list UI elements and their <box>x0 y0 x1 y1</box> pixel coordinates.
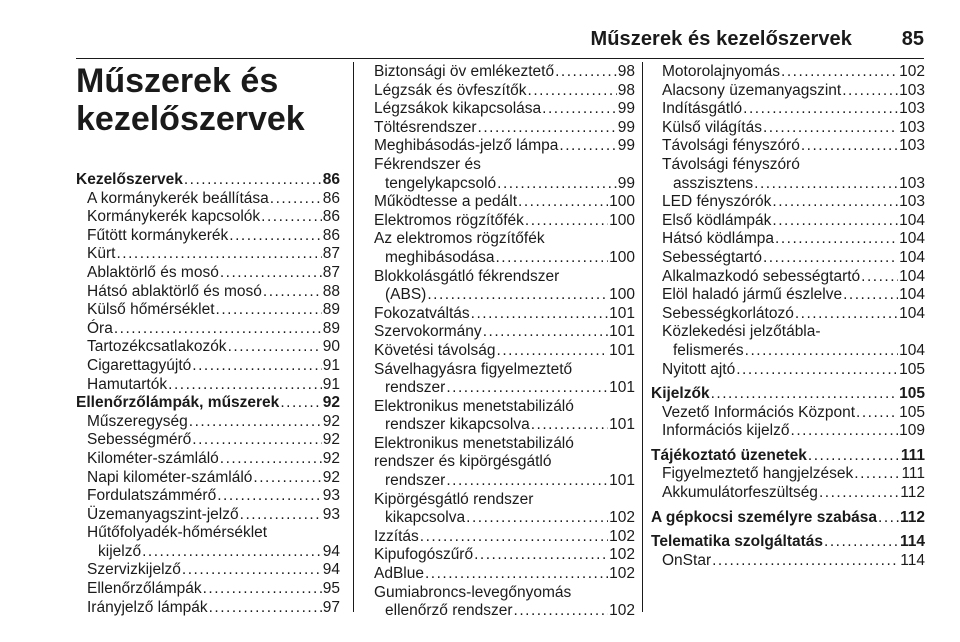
dot-leader <box>763 249 898 268</box>
toc-entry-title-line: rendszer és kipörgésgátló <box>374 453 552 471</box>
toc-entry-page: 86 <box>322 171 340 188</box>
toc-entry-title: Izzítás <box>374 527 419 545</box>
toc-entry[interactable] <box>363 230 635 267</box>
dot-leader <box>528 82 617 101</box>
toc-entry-title: Elöl haladó jármű észlelve <box>662 286 843 304</box>
toc-entry[interactable] <box>363 584 635 621</box>
toc-entry-page: 86 <box>322 208 340 226</box>
dot-leader <box>192 357 321 376</box>
toc-entry[interactable] <box>363 193 635 212</box>
toc-entry-page: 89 <box>322 301 340 319</box>
dot-leader <box>495 249 608 268</box>
toc-entry[interactable] <box>76 190 340 209</box>
dot-leader <box>217 487 322 506</box>
toc-entry-page: 104 <box>899 304 925 322</box>
toc-entry-title: Fordulatszámmérő <box>87 487 217 505</box>
dot-leader <box>772 212 898 231</box>
dot-leader <box>116 245 321 264</box>
toc-entry[interactable] <box>363 491 635 528</box>
toc-entry-title: Hátsó ködlámpa <box>662 230 775 248</box>
toc-entry-page: 103 <box>899 174 925 192</box>
toc-entry[interactable] <box>76 469 340 488</box>
toc-entry-title: Elektromos rögzítőfék <box>374 211 524 229</box>
toc-entry-title: Alkalmazkodó sebességtartó <box>662 267 861 285</box>
toc-section-entry[interactable] <box>651 385 925 404</box>
toc-entry-title: Töltésrendszer <box>374 118 477 136</box>
dot-leader <box>182 561 322 580</box>
dot-leader <box>514 602 609 621</box>
dot-leader <box>861 268 898 287</box>
toc-entry-title: A gépkocsi személyre szabása <box>651 508 878 526</box>
toc-entry-title: meghibásodása <box>385 248 495 266</box>
toc-entry-title: Napi kilométer-számláló <box>87 468 253 486</box>
toc-entry-title: Kormánykerék kapcsolók <box>87 208 261 226</box>
toc-entry[interactable] <box>651 286 925 305</box>
dot-leader <box>772 193 898 212</box>
dot-leader <box>824 533 899 552</box>
toc-entry-title: Alacsony üzemanyagszint <box>662 81 842 99</box>
dot-leader <box>420 528 608 547</box>
dot-leader <box>216 301 322 320</box>
toc-entry[interactable] <box>363 565 635 584</box>
dot-leader <box>220 264 322 283</box>
toc-entry[interactable] <box>76 487 340 506</box>
toc-entry-title: Meghibásodás-jelző lámpa <box>374 137 559 155</box>
toc-entry-title: Kipufogószűrő <box>374 546 474 564</box>
toc-entry[interactable] <box>76 227 340 246</box>
toc-entry[interactable] <box>76 283 340 302</box>
toc-entry-page: 94 <box>322 561 340 579</box>
running-title: Műszerek és kezelőszervek <box>590 28 852 50</box>
toc-entry-page: 114 <box>899 533 925 551</box>
toc-entry-title: Motorolajnyomás <box>662 63 781 80</box>
toc-entry-page: 101 <box>609 341 635 359</box>
dot-leader <box>842 82 898 101</box>
dot-leader <box>711 385 899 404</box>
dot-leader <box>192 431 321 450</box>
toc-entry-page: 99 <box>617 118 635 136</box>
toc-entry-title: Kijelzők <box>651 385 710 403</box>
toc-entry-page: 102 <box>899 63 925 80</box>
toc-entry-page: 92 <box>322 394 340 412</box>
toc-entry-title: Légzsákok kikapcsolása <box>374 100 542 118</box>
toc-entry-title: Indításgátló <box>662 100 743 118</box>
dot-leader <box>878 509 899 528</box>
toc-entry-title: Üzemanyagszint-jelző <box>87 505 239 523</box>
dot-leader <box>497 342 609 361</box>
toc-entry-title: felismerés <box>673 341 744 359</box>
toc-entry[interactable] <box>363 82 635 101</box>
toc-entry-page: 100 <box>609 193 635 211</box>
toc-entry[interactable] <box>651 82 925 101</box>
toc-entry[interactable] <box>363 323 635 342</box>
dot-leader <box>446 472 608 491</box>
toc-entry-title: Ellenőrzőlámpák, műszerek <box>76 394 280 412</box>
toc-entry-page: 104 <box>899 211 925 229</box>
toc-entry-title: Cigarettagyújtó <box>87 356 192 374</box>
toc-entry-title: ellenőrző rendszer <box>385 602 513 620</box>
dot-leader <box>203 580 322 599</box>
toc-entry-title: Sebességmérő <box>87 431 192 449</box>
dot-leader <box>525 212 608 231</box>
toc-entry[interactable] <box>651 422 925 441</box>
column-divider <box>353 62 354 612</box>
toc-entry-title-line: Gumiabroncs-levegőnyomás <box>374 583 572 601</box>
toc-entry-title: rendszer kikapcsolva <box>385 416 530 434</box>
toc-entry[interactable] <box>76 357 340 376</box>
toc-section-entry[interactable] <box>651 509 925 528</box>
dot-leader <box>168 376 322 395</box>
toc-entry-page: 103 <box>899 100 925 118</box>
toc-entry-page: 103 <box>899 81 925 99</box>
dot-leader <box>471 305 608 324</box>
toc-entry-title-line: Kipörgésgátló rendszer <box>374 490 534 508</box>
toc-entry-title: Sebességkorlátozó <box>662 304 794 322</box>
toc-entry[interactable] <box>363 100 635 119</box>
running-header <box>0 22 960 52</box>
toc-entry-page: 114 <box>900 551 925 569</box>
toc-entry-page: 92 <box>322 449 340 467</box>
dot-leader <box>189 413 322 432</box>
toc-entry[interactable] <box>651 137 925 156</box>
dot-leader <box>478 119 617 138</box>
toc-entry[interactable] <box>363 156 635 193</box>
dot-leader <box>263 283 322 302</box>
toc-entry-title: kikapcsolva <box>385 509 466 527</box>
toc-entry-page: 105 <box>899 360 925 378</box>
toc-entry-title: tengelykapcsoló <box>385 174 497 192</box>
chapter-title-line: Műszerek és <box>76 62 279 100</box>
toc-entry-page: 112 <box>900 484 925 502</box>
toc-entry-title: Fűtött kormánykerék <box>87 226 229 244</box>
toc-entry-title: Követési távolság <box>374 341 496 359</box>
toc-entry-title: OnStar <box>662 551 712 569</box>
toc-entry-page: 87 <box>322 245 340 263</box>
toc-entry-title: Nyitott ajtó <box>662 360 736 378</box>
toc-entry-title: Távolsági fényszóró <box>662 137 800 155</box>
toc-entry-title: Biztonsági öv emlékeztető <box>374 63 555 80</box>
toc-entry[interactable] <box>651 230 925 249</box>
toc-entry-title-line: Elektronikus menetstabilizáló <box>374 434 574 452</box>
toc-entry[interactable] <box>76 376 340 395</box>
toc-entry[interactable] <box>76 264 340 283</box>
toc-entry-page: 103 <box>899 193 925 211</box>
dot-leader <box>754 175 898 194</box>
toc-entry-page: 102 <box>609 509 635 527</box>
toc-entry-title: Hátsó ablaktörlő és mosó <box>87 282 262 300</box>
toc-entry-page: 92 <box>322 412 340 430</box>
dot-leader <box>253 469 321 488</box>
toc-entry-page: 102 <box>609 565 635 583</box>
toc-entry-page: 91 <box>322 375 340 393</box>
toc-entry-page: 97 <box>322 598 340 616</box>
toc-entry[interactable] <box>363 212 635 231</box>
toc-entry-page: 104 <box>899 248 925 266</box>
toc-entry-title: Telematika szolgáltatás <box>651 533 824 551</box>
toc-entry-title: Fokozatváltás <box>374 304 470 322</box>
toc-entry-page: 88 <box>322 282 340 300</box>
dot-leader <box>795 305 898 324</box>
toc-entry-page: 98 <box>617 81 635 99</box>
toc-entry-title: Első ködlámpák <box>662 211 772 229</box>
toc-entry-page: 104 <box>899 230 925 248</box>
toc-entry[interactable] <box>76 301 340 320</box>
dot-leader <box>531 416 608 435</box>
dot-leader <box>745 342 898 361</box>
toc-entry-page: 90 <box>322 338 340 356</box>
toc-entry[interactable] <box>651 484 925 503</box>
dot-leader <box>497 175 617 194</box>
toc-entry[interactable] <box>363 63 635 82</box>
dot-leader <box>763 119 898 138</box>
toc-entry-title-line: Sávelhagyásra figyelmeztető <box>374 360 573 378</box>
toc-entry-title-line: Blokkolásgátló fékrendszer <box>374 267 560 285</box>
toc-entry-title: kijelző <box>98 542 142 560</box>
toc-entry-page: 99 <box>617 174 635 192</box>
toc-entry-page: 103 <box>899 137 925 155</box>
toc-entry-title: rendszer <box>385 379 446 397</box>
toc-entry-page: 111 <box>901 465 925 483</box>
toc-entry-page: 100 <box>609 248 635 266</box>
toc-entry[interactable] <box>651 100 925 119</box>
toc-entry-title: AdBlue <box>374 565 424 583</box>
toc-entry-page: 89 <box>322 319 340 337</box>
dot-leader <box>427 286 608 305</box>
toc-entry-page: 100 <box>609 211 635 229</box>
dot-leader <box>555 63 617 82</box>
toc-entry[interactable] <box>651 156 925 193</box>
toc-entry[interactable] <box>76 524 340 561</box>
toc-entry-page: 102 <box>609 527 635 545</box>
toc-entry[interactable] <box>76 561 340 580</box>
dot-leader <box>240 506 322 525</box>
toc-entry[interactable] <box>651 193 925 212</box>
toc-entry-page: 101 <box>609 472 635 490</box>
toc-entry-page: 91 <box>322 356 340 374</box>
toc-entry-page: 104 <box>899 341 925 359</box>
toc-entry[interactable] <box>651 268 925 287</box>
toc-entry-title: Információs kijelző <box>662 422 790 440</box>
dot-leader <box>775 230 898 249</box>
toc-entry-title: Figyelmeztető hangjelzések <box>662 465 854 483</box>
dot-leader <box>542 100 617 119</box>
toc-entry-page: 112 <box>899 508 925 526</box>
toc-entry[interactable] <box>363 137 635 156</box>
dot-leader <box>743 100 898 119</box>
toc-entry[interactable] <box>363 528 635 547</box>
dot-leader <box>819 484 899 503</box>
dot-leader <box>559 137 616 156</box>
toc-entry-title-line: Távolsági fényszóró <box>662 155 800 173</box>
toc-entry-title: Tartozékcsatlakozók <box>87 338 227 356</box>
toc-section-entry[interactable] <box>76 171 340 190</box>
dot-leader <box>854 465 900 484</box>
chapter-title-line: kezelőszervek <box>76 100 305 138</box>
toc-entry-title-line: Közlekedési jelzőtábla- <box>662 323 821 341</box>
dot-leader <box>209 599 322 618</box>
toc-entry[interactable] <box>76 580 340 599</box>
toc-entry[interactable] <box>363 398 635 435</box>
toc-entry-page: 111 <box>900 446 925 464</box>
toc-entry[interactable] <box>76 413 340 432</box>
toc-column-2 <box>363 63 635 621</box>
toc-entry[interactable] <box>651 119 925 138</box>
toc-entry-page: 102 <box>609 546 635 564</box>
toc-entry-page: 101 <box>609 379 635 397</box>
toc-entry-title-line: Fékrendszer és <box>374 155 481 173</box>
toc-entry-page: 109 <box>899 422 925 440</box>
toc-entry[interactable] <box>651 63 925 82</box>
toc-entry-page: 92 <box>322 468 340 486</box>
dot-leader <box>229 227 321 246</box>
toc-entry[interactable] <box>363 361 635 398</box>
toc-entry[interactable] <box>76 245 340 264</box>
toc-entry[interactable] <box>76 208 340 227</box>
dot-leader <box>843 286 898 305</box>
toc-entry-page: 100 <box>609 286 635 304</box>
toc-entry[interactable] <box>651 361 925 380</box>
toc-entry-page: 101 <box>609 304 635 322</box>
toc-entry-page: 104 <box>899 286 925 304</box>
dot-leader <box>270 190 322 209</box>
toc-entry-title: Műszeregység <box>87 412 188 430</box>
toc-entry[interactable] <box>363 119 635 138</box>
toc-entry-title: Kezelőszervek <box>76 171 183 188</box>
toc-entry-page: 86 <box>322 226 340 244</box>
toc-entry[interactable] <box>363 342 635 361</box>
toc-entry-title: rendszer <box>385 472 446 490</box>
toc-entry[interactable] <box>76 506 340 525</box>
dot-leader <box>808 447 900 466</box>
toc-entry[interactable] <box>76 338 340 357</box>
toc-entry-title: LED fényszórók <box>662 193 772 211</box>
dot-leader <box>220 450 322 469</box>
dot-leader <box>425 565 608 584</box>
toc-entry-title: Szervokormány <box>374 323 482 341</box>
dot-leader <box>781 63 898 82</box>
toc-entry[interactable] <box>76 320 340 339</box>
dot-leader <box>466 509 608 528</box>
toc-entry-title: Külső világítás <box>662 118 762 136</box>
toc-column-1 <box>76 171 340 617</box>
toc-entry[interactable] <box>651 404 925 423</box>
toc-entry-page: 104 <box>899 267 925 285</box>
toc-entry[interactable] <box>363 546 635 565</box>
toc-entry[interactable] <box>363 305 635 324</box>
toc-entry[interactable] <box>363 268 635 305</box>
dot-leader <box>856 404 898 423</box>
toc-entry-page: 103 <box>899 118 925 136</box>
toc-entry-page: 92 <box>322 431 340 449</box>
toc-entry-title: Kilométer-számláló <box>87 449 219 467</box>
toc-entry[interactable] <box>651 552 925 571</box>
toc-entry-page: 102 <box>609 602 635 620</box>
toc-entry-page: 105 <box>899 385 925 403</box>
toc-entry[interactable] <box>651 212 925 231</box>
toc-entry-page: 98 <box>617 63 635 80</box>
dot-leader <box>261 208 322 227</box>
toc-section-entry[interactable] <box>651 533 925 552</box>
dot-leader <box>712 552 899 571</box>
toc-entry-page: 93 <box>322 487 340 505</box>
toc-entry-page: 95 <box>322 580 340 598</box>
toc-entry-title-line: Az elektromos rögzítőfék <box>374 230 545 248</box>
toc-entry-page: 93 <box>322 505 340 523</box>
toc-entry-title: Kürt <box>87 245 116 263</box>
toc-column-3 <box>651 63 925 570</box>
toc-entry[interactable] <box>76 599 340 618</box>
toc-entry[interactable] <box>76 431 340 450</box>
toc-entry-title: Vezető Információs Központ <box>662 403 856 421</box>
toc-entry-title: Tájékoztató üzenetek <box>651 446 807 464</box>
dot-leader <box>474 546 608 565</box>
dot-leader <box>114 320 322 339</box>
toc-entry-title-line: Hűtőfolyadék-hőmérséklet <box>87 524 268 542</box>
toc-entry-title: (ABS) <box>385 286 427 304</box>
toc-entry-title: Ablaktörlő és mosó <box>87 263 219 281</box>
toc-entry[interactable] <box>76 450 340 469</box>
toc-entry-page: 99 <box>617 100 635 118</box>
header-rule <box>76 58 924 59</box>
toc-entry-title: Működtesse a pedált <box>374 193 518 211</box>
toc-entry-title: Óra <box>87 319 113 337</box>
toc-entry[interactable] <box>651 465 925 484</box>
toc-section-entry[interactable] <box>76 394 340 413</box>
toc-entry-title: Sebességtartó <box>662 248 762 266</box>
dot-leader <box>280 394 321 413</box>
toc-entry-title: Irányjelző lámpák <box>87 598 208 616</box>
dot-leader <box>736 361 898 380</box>
page-number: 85 <box>901 28 924 50</box>
toc-entry-title: Ellenőrzőlámpák <box>87 580 202 598</box>
dot-leader <box>801 137 898 156</box>
toc-section-entry[interactable] <box>651 447 925 466</box>
toc-entry-title: A kormánykerék beállítása <box>87 189 269 207</box>
dot-leader <box>184 171 322 190</box>
dot-leader <box>142 543 322 562</box>
column-divider <box>642 62 643 612</box>
toc-entry[interactable] <box>651 249 925 268</box>
toc-entry[interactable] <box>651 323 925 360</box>
dot-leader <box>791 422 899 441</box>
toc-entry-title: Hamutartók <box>87 375 168 393</box>
toc-entry-page: 101 <box>609 323 635 341</box>
toc-entry-title: Szervizkijelző <box>87 561 181 579</box>
toc-entry-page: 101 <box>609 416 635 434</box>
toc-entry-page: 87 <box>322 263 340 281</box>
toc-entry-title: Akkumulátorfeszültség <box>662 484 818 502</box>
dot-leader <box>446 379 608 398</box>
dot-leader <box>483 323 608 342</box>
toc-entry-page: 105 <box>899 403 925 421</box>
toc-entry-page: 94 <box>322 542 340 560</box>
chapter-title <box>76 62 346 138</box>
toc-entry-title: Külső hőmérséklet <box>87 301 215 319</box>
dot-leader <box>228 338 322 357</box>
toc-entry-page: 86 <box>322 189 340 207</box>
toc-entry-title: Légzsák és övfeszítők <box>374 81 527 99</box>
toc-entry[interactable] <box>651 305 925 324</box>
toc-entry[interactable] <box>363 435 635 491</box>
toc-entry-title-line: Elektronikus menetstabilizáló <box>374 397 574 415</box>
dot-leader <box>518 193 608 212</box>
toc-entry-page: 99 <box>617 137 635 155</box>
toc-entry-title: asszisztens <box>673 174 754 192</box>
